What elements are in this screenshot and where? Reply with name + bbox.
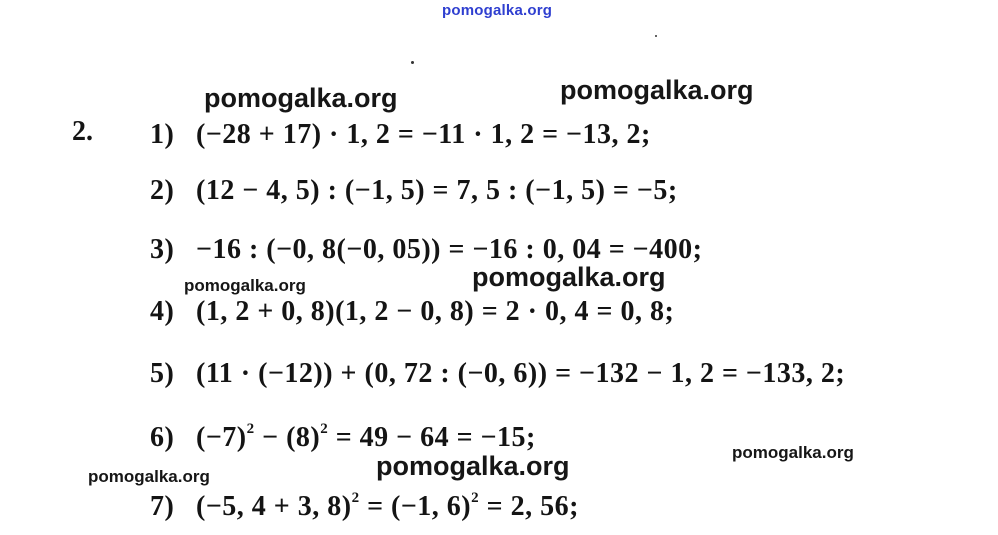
expr-tail: = 49 − 64 = −15;	[328, 422, 536, 453]
equation-label: 3)	[150, 234, 175, 265]
equation-text: (11 · (−12)) + (0, 72 : (−0, 6)) = −132 − 1, 2 = −133, 2;	[196, 358, 846, 389]
equation-label: 4)	[150, 296, 175, 327]
equation-7	[150, 490, 579, 523]
equation-label: 6)	[150, 422, 175, 453]
scan-speck	[411, 61, 414, 64]
equation-5	[150, 358, 845, 390]
exponent: 2	[320, 421, 329, 437]
expr-base: (−7)	[196, 422, 247, 453]
equation-text: −16 : (−0, 8(−0, 05)) = −16 : 0, 04 = −400;	[196, 234, 703, 265]
problem-number: 2.	[72, 116, 93, 147]
equation-label: 7)	[150, 491, 175, 522]
scan-speck	[655, 35, 657, 37]
watermark: pomogalka.org	[732, 443, 854, 462]
equation-label: 2)	[150, 175, 175, 206]
exponent: 2	[246, 421, 255, 437]
equation-label: 5)	[150, 358, 175, 389]
watermark: pomogalka.org	[184, 276, 306, 295]
watermark: pomogalka.org	[560, 75, 754, 105]
watermark: pomogalka.org	[88, 467, 210, 486]
exponent: 2	[351, 490, 360, 506]
equation-text: (12 − 4, 5) : (−1, 5) = 7, 5 : (−1, 5) = −5;	[196, 175, 678, 206]
equation-4	[150, 296, 674, 328]
watermark: pomogalka.org	[376, 451, 570, 481]
expr-tail: = 2, 56;	[479, 491, 579, 522]
expr-middle: = (−1, 6)	[359, 491, 472, 522]
equation-3	[150, 234, 702, 266]
equation-6	[150, 421, 536, 454]
expr-base: (−5, 4 + 3, 8)	[196, 491, 352, 522]
exponent: 2	[471, 490, 480, 506]
equation-1	[150, 119, 651, 151]
watermark: pomogalka.org	[472, 262, 666, 292]
watermark: pomogalka.org	[204, 83, 398, 113]
equation-label: 1)	[150, 119, 175, 150]
equation-text: (1, 2 + 0, 8)(1, 2 − 0, 8) = 2 · 0, 4 = 0, 8;	[196, 296, 675, 327]
watermark-top: pomogalka.org	[442, 2, 553, 19]
equation-text: (−28 + 17) · 1, 2 = −11 · 1, 2 = −13, 2;	[196, 119, 651, 150]
equation-2	[150, 175, 678, 207]
expr-middle: − (8)	[254, 422, 321, 453]
